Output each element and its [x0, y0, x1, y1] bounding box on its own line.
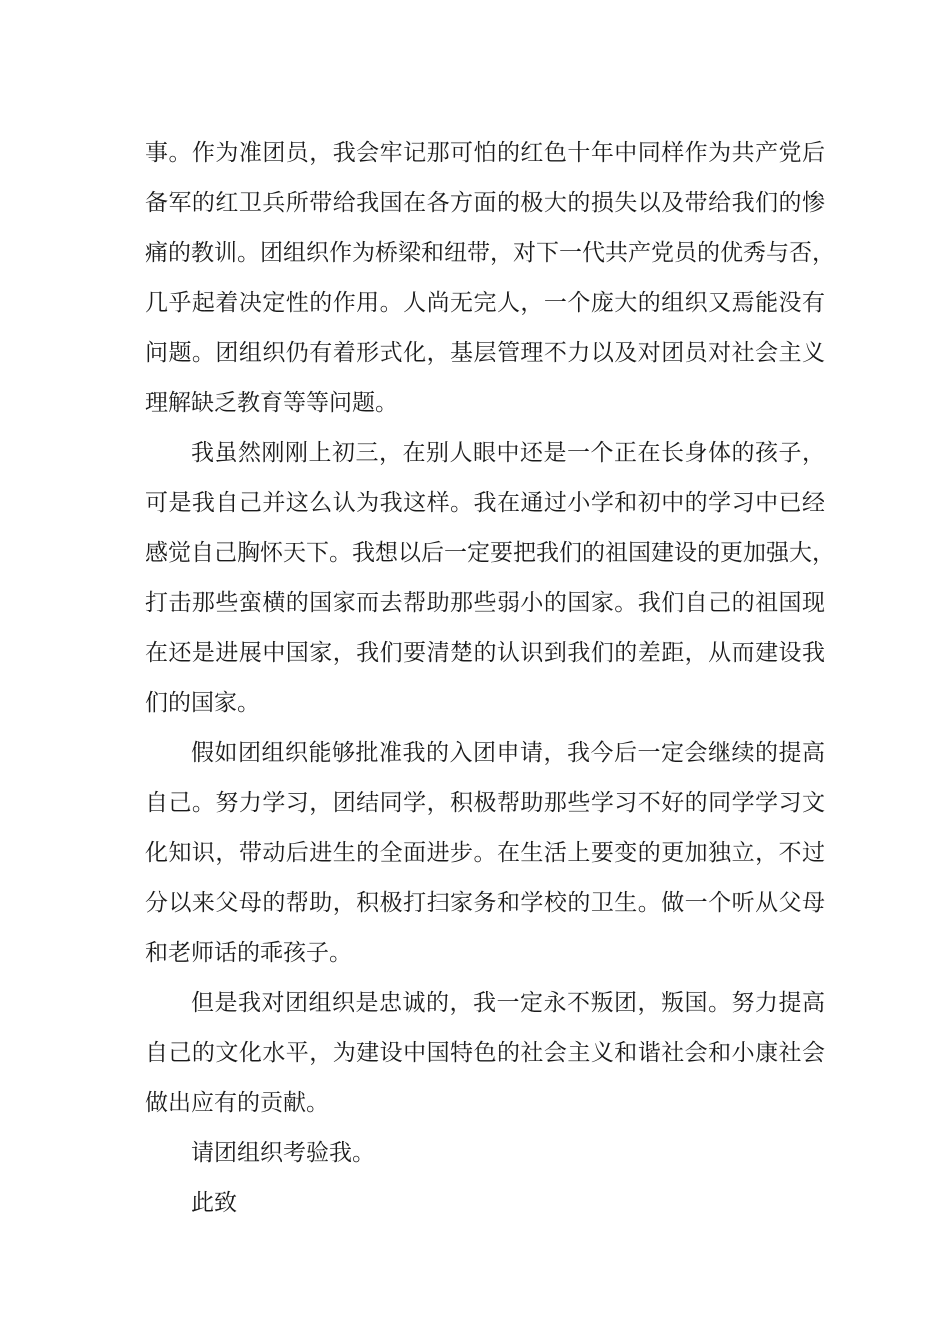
- paragraph-line: 请团组织考验我。: [191, 1140, 375, 1166]
- paragraph-line: 理解缺乏教育等等问题。: [145, 390, 398, 416]
- paragraph-line: 自己的文化水平，为建设中国特色的社会主义和谐社会和小康社会: [145, 1040, 825, 1066]
- paragraph-line: 假如团组织能够批准我的入团申请，我今后一定会继续的提高: [191, 740, 825, 766]
- paragraph-line: 和老师话的乖孩子。: [145, 940, 352, 966]
- paragraph-line: 自己。努力学习，团结同学，积极帮助那些学习不好的同学学习文: [145, 790, 825, 816]
- paragraph-line: 打击那些蛮横的国家而去帮助那些弱小的国家。我们自己的祖国现: [145, 590, 825, 616]
- paragraph-line: 做出应有的贡献。: [145, 1090, 329, 1116]
- paragraph-line: 可是我自己并这么认为我这样。我在通过小学和初中的学习中已经: [145, 490, 825, 516]
- paragraph-line: 问题。团组织仍有着形式化，基层管理不力以及对团员对社会主义: [145, 340, 825, 366]
- paragraph-line: 化知识，带动后进生的全面进步。在生活上要变的更加独立，不过: [145, 840, 825, 866]
- paragraph-line: 们的国家。: [145, 690, 260, 716]
- paragraph-line: 事。作为准团员，我会牢记那可怕的红色十年中同样作为共产党后: [145, 140, 825, 166]
- paragraph-line: 痛的教训。团组织作为桥梁和纽带，对下一代共产党员的优秀与否，: [145, 240, 835, 266]
- paragraph-line: 感觉自己胸怀天下。我想以后一定要把我们的祖国建设的更加强大，: [145, 540, 835, 566]
- paragraph-line: 我虽然刚刚上初三，在别人眼中还是一个正在长身体的孩子，: [191, 440, 825, 466]
- paragraph-line: 备军的红卫兵所带给我国在各方面的极大的损失以及带给我们的惨: [145, 190, 825, 216]
- paragraph-line: 此致: [191, 1190, 237, 1216]
- paragraph-line: 但是我对团组织是忠诚的，我一定永不叛团，叛国。努力提高: [191, 990, 825, 1016]
- paragraph-line: 分以来父母的帮助，积极打扫家务和学校的卫生。做一个听从父母: [145, 890, 825, 916]
- paragraph-line: 在还是进展中国家，我们要清楚的认识到我们的差距，从而建设我: [145, 640, 825, 666]
- paragraph-line: 几乎起着决定性的作用。人尚无完人，一个庞大的组织又焉能没有: [145, 290, 825, 316]
- body-text: [145, 128, 835, 1228]
